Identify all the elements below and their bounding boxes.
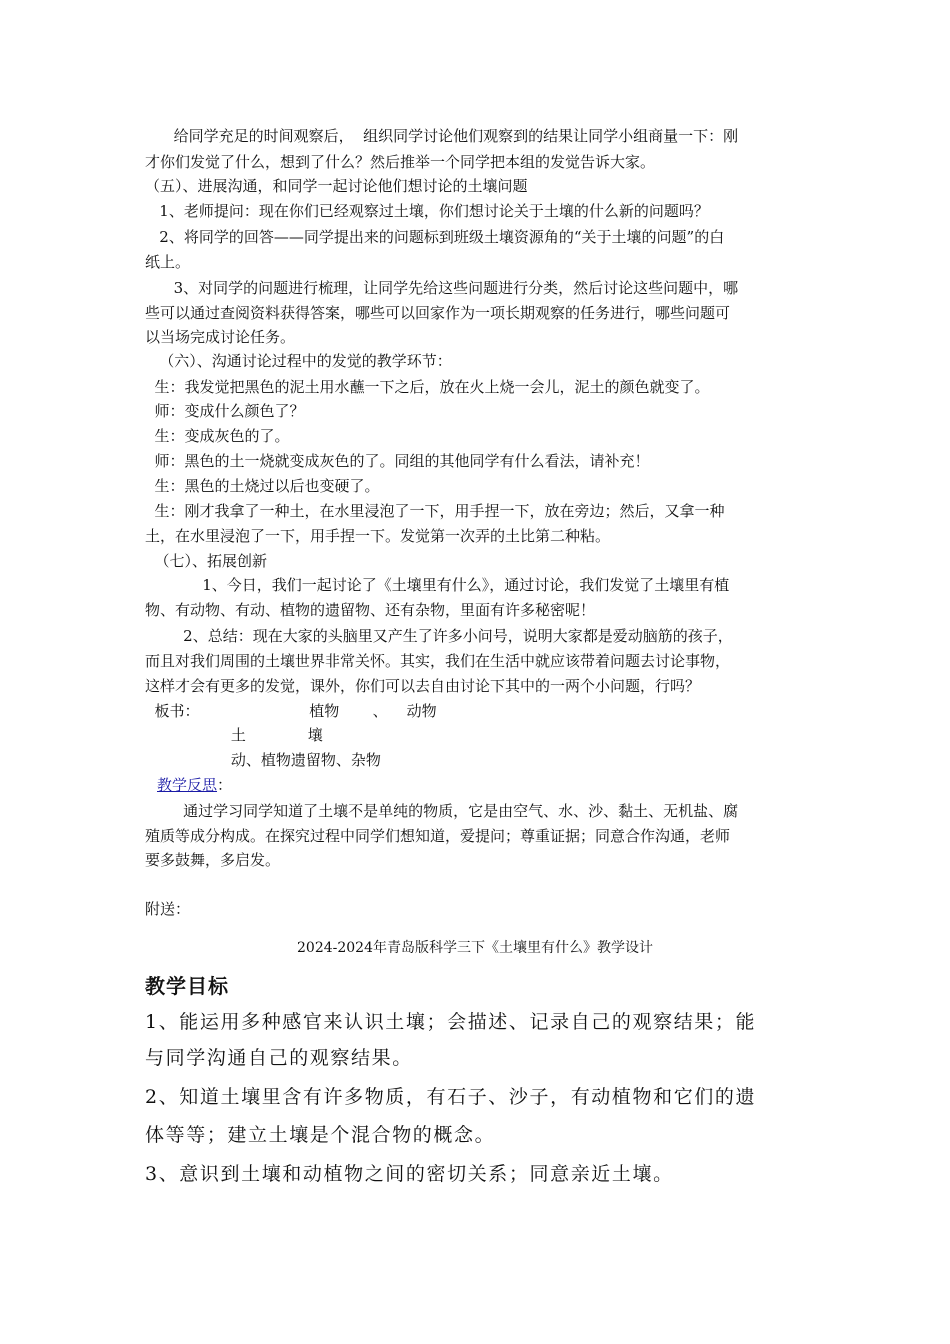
goal-line: 与同学沟通自己的观察结果。 <box>145 1047 413 1069</box>
text-line: 这样才会有更多的发觉，课外，你们可以去自由讨论下其中的一两个小问题，行吗？ <box>145 677 701 695</box>
text-line: 3、对同学的问题进行梳理，让同学先给这些问题进行分类，然后讨论这些问题中，哪 <box>145 279 739 297</box>
board-writing: 动、植物遗留物、杂物 <box>145 751 381 769</box>
dialogue-line: 生：变成灰色的了。 <box>145 427 290 445</box>
section-heading-6: （六）、沟通讨论过程中的发觉的教学环节： <box>145 352 452 370</box>
section-heading-7: （七）、拓展创新 <box>145 552 268 570</box>
text-line: 2、总结：现在大家的头脑里又产生了许多小问号，说明大家都是爱动脑筋的孩子， <box>145 627 733 645</box>
text-line: 1、老师提问：现在你们已经观察过土壤，你们想讨论关于土壤的什么新的问题吗？ <box>145 202 709 220</box>
dialogue-line: 师：变成什么颜色了？ <box>145 402 305 420</box>
section-heading-5: （五）、进展沟通，和同学一起讨论他们想讨论的土壤问题 <box>145 177 528 195</box>
text-line: 些可以通过查阅资料获得答案，哪些可以回家作为一项长期观察的任务进行，哪些问题可 <box>145 304 731 322</box>
dialogue-line: 生：黑色的土烧过以后也变硬了。 <box>145 477 380 495</box>
doc-title: 2024-2024年青岛版科学三下《土壤里有什么》教学设计 <box>297 940 653 956</box>
reflection-line: 殖质等成分构成。在探究过程中同学们想知道，爱提问；尊重证据；同意合作沟通，老师 <box>145 827 731 845</box>
goal-line: 1、能运用多种感官来认识土壤；会描述、记录自己的观察结果；能 <box>145 1011 757 1033</box>
reflection-link[interactable]: 教学反思 <box>157 776 218 794</box>
dialogue-line: 师：黑色的土一烧就变成灰色的了。同组的其他同学有什么看法，请补充！ <box>145 452 650 470</box>
text-line: 纸上。 <box>145 253 191 271</box>
reflection-heading <box>157 774 232 796</box>
reflection-line: 要多鼓舞，多启发。 <box>145 851 281 869</box>
board-writing: 板书： 植物 、 动物 <box>145 702 437 720</box>
reflection-line: 通过学习同学知道了土壤不是单纯的物质，它是由空气、水、沙、黏土、无机盐、腐 <box>145 802 739 820</box>
text-line: 物、有动物、有动、植物的遗留物、还有杂物，里面有许多秘密呢！ <box>145 601 596 619</box>
goal-line: 体等等；建立土壤是个混合物的概念。 <box>145 1124 496 1146</box>
dialogue-line: 生：我发觉把黑色的泥土用水蘸一下之后，放在火上烧一会儿，泥土的颜色就变了。 <box>145 378 710 396</box>
text-line: 2、将同学的回答——同学提出来的问题标到班级土壤资源角的“关于土壤的问题”的白 <box>145 228 725 246</box>
teaching-goals-heading: 教学目标 <box>145 974 229 998</box>
text-line: 给同学充足的时间观察后， 组织同学讨论他们观察到的结果让同学小组商量一下：刚 <box>145 127 739 145</box>
dialogue-line: 土，在水里浸泡了一下，用手捏一下。发觉第一次弄的土比第二种粘。 <box>145 527 611 545</box>
appendix-label: 附送： <box>145 900 191 918</box>
goal-line: 3、意识到土壤和动植物之间的密切关系；同意亲近土壤。 <box>145 1163 674 1185</box>
text-line: 才你们发觉了什么，想到了什么？然后推举一个同学把本组的发觉告诉大家。 <box>145 153 656 171</box>
dialogue-line: 生：刚才我拿了一种土，在水里浸泡了一下，用手捏一下，放在旁边；然后，又拿一种 <box>145 502 725 520</box>
text-line: 而且对我们周围的土壤世界非常关怀。其实，我们在生活中就应该带着问题去讨论事物， <box>145 652 731 670</box>
goal-line: 2、知道土壤里含有许多物质，有石子、沙子，有动植物和它们的遗 <box>145 1086 757 1108</box>
text-line: 以当场完成讨论任务。 <box>145 328 296 346</box>
board-writing: 土 壤 <box>145 726 323 744</box>
reflection-colon: ： <box>217 776 233 794</box>
text-line: 1、今日，我们一起讨论了《土壤里有什么》，通过讨论，我们发觉了土壤里有植 <box>145 576 730 594</box>
